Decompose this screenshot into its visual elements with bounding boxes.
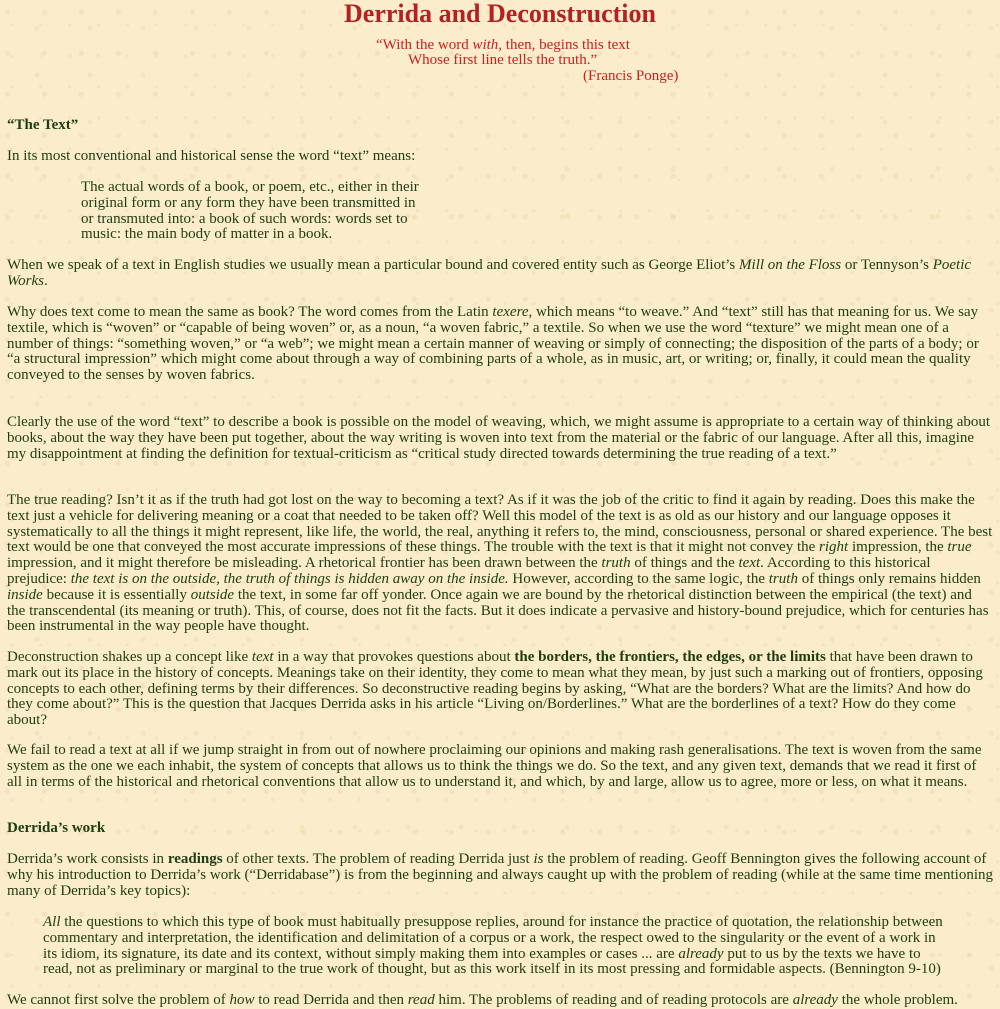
emphasis: inside (7, 586, 43, 603)
epigraph-line-2: Whose first line tells the truth.” (408, 52, 598, 68)
book-title: Mill on the Floss (739, 257, 842, 273)
section-heading-derridas-work: Derrida’s work (7, 820, 106, 836)
paragraph-derrida-work (7, 852, 993, 899)
paragraph-weaving: Clearly the use of the word “text” to describe a book is possible on the model of weaving, which, we might assume is appropriate to a certain way of thinking about books, about the way they have been put together, about the way writing is woven into text from the material or the fabric of our language. After all this, imagine my disappointment at finding the definition for textual-criticism as “critical study directed towards determining the true reading of a text.” (7, 414, 991, 462)
text-run: of things only remains hidden (797, 570, 981, 587)
page-title: Derrida and Deconstruction (344, 0, 656, 28)
text-run: the whole problem. (837, 992, 958, 1008)
text-run: impression, and it might therefore be misleading. A rhetorical frontier has been drawn between the (7, 555, 602, 572)
text-run: Why does text come to mean the same as book? The word comes from the Latin (7, 304, 493, 320)
definition-quote: The actual words of a book, or poem, etc., either in their original form or any form they have been transmitted in or transmuted into: a book of such words: words set to music: the main body of matter in a book. (81, 179, 419, 243)
text-run: . According to this historical prejudice: (7, 555, 931, 587)
bold-word: readings (167, 851, 223, 867)
emphasis: already (678, 945, 724, 962)
emphasis: truth (768, 570, 798, 587)
paragraph-fail-to-read: We fail to read a text at all if we jump straight in from out of nowhere proclaiming our opinions and making rash generalisations. The text is woven from the same system as the one we each inhabit, the system of concepts that allows us to think the things we do. So the text, and any given text, demands that we read it first of all in terms of the historical and rhetorical conventions that allow us to understand it, and which, by and large, allow us to agree, more or less, on what it means. (7, 742, 982, 790)
text-run: in a way that provokes questions about (273, 649, 515, 665)
emphasis: the text is on the outside, the truth of things is hidden away on the inside. (70, 570, 509, 587)
text-run: The true reading? Isn’t it as if the truth had got lost on the way to becoming a text? As if it was the job of the critic to find it again by reading. Does this make the text just a vehicle for delivering meaning or a coat that needed to be taken off? Well this model of the text is as old as our history and our language opposes it systematically to all the things it might represent, like life, the world, the real, anything it refers to, the mind, consciousness, personal or shared experience. The best text would be one that conveyed the most accurate impressions of these things. The trouble with the text is that it might not convey the (7, 492, 993, 556)
epigraph-text: “With the word (376, 37, 473, 53)
text-run: However, according to the same logic, the (508, 570, 769, 587)
emphasis: text (738, 555, 761, 572)
emphasis: is (533, 851, 544, 867)
text-run: of other texts. The problem of reading Derrida just (222, 851, 534, 867)
text-run: We cannot first solve the problem of (7, 992, 230, 1008)
epigraph-attribution: (Francis Ponge) (583, 68, 679, 84)
text-run: the questions to which this type of book must habitually presuppose replies, around for instance the practice of quotation, the relationship between commentary and interpretation, the identification and delimitation of a corpus or a work, the respect owed to the singularity or the event of a work in its idiom, its signature, its date and its context, without simply making them into examples or cases ... are (43, 914, 943, 962)
emphasis: read (407, 992, 435, 1008)
text-run: because it is essentially (42, 586, 191, 603)
text-run: that have been drawn to mark out its place in the history of concepts. Meanings take on their identity, they come to mean what they mean, by just such a marking out of frontiers, opposing concepts to each other, defining terms by their differences. So deconstructive reading begins by asking, “What are the borders? What are the limits? And how do they come about?” This is the question that Jacques Derrida asks in his article “Living on/Borderlines.” What are the borderlines of a text? How do they come about? (7, 649, 983, 729)
text-run: him. The problems of reading and of reading protocols are (434, 992, 793, 1008)
paragraph-partially-visible (7, 993, 993, 1009)
epigraph-text: then, begins this text (502, 37, 630, 53)
paragraph-english-studies (7, 258, 993, 290)
emphasis: how (229, 992, 255, 1008)
bold-phrase: the borders, the frontiers, the edges, or the limits (514, 649, 826, 665)
epigraph-emphasis: with, (472, 37, 503, 53)
paragraph-deconstruction (7, 650, 993, 729)
text-run: . (43, 272, 48, 289)
epigraph-line-1 (376, 37, 630, 53)
text-run: the problem of reading. Geoff Bennington gives the following account of why his introduction to Derrida’s work (“Derridabase”) is from the beginning and always caught up with the problem of reading (while at the same time mentioning many of Derrida’s key topics): (7, 851, 993, 899)
text-run: Deconstruction shakes up a concept like (7, 649, 252, 665)
text-run: impression, the (848, 539, 948, 556)
text-run: or Tennyson’s (841, 257, 933, 273)
text-run: the text, in some far off yonder. Once again we are bound by the rhetorical distinction between the empirical (the text) and the transcendental (its meaning or truth). This, of course, does not fit the facts. But it does indicate a pervasive and history-bound prejudice, which for centuries has been instrumental in the way people have thought. (7, 586, 989, 635)
emphasis: truth (601, 555, 631, 572)
bennington-quote (43, 915, 943, 978)
text-run: , which means “to weave.” And “text” still has that meaning for us. We say textile, which is “woven” or “capable of being woven” or, as a noun, “a woven fabric,” a textile. So when we use the word “texture” we might mean one of a number of things: “something woven,” or “a web”; we might mean a certain manner of weaving or simply of connecting; the disposition of the parts of a body; or “a structural impression” which might come about through a way of combining parts of a whole, as in music, art, or writing; or, finally, it could mean the quality conveyed to the senses by woven fabrics. (7, 304, 979, 384)
section-heading-the-text: “The Text” (7, 117, 79, 133)
paragraph-why-book (7, 305, 993, 384)
emphasis: text (251, 649, 274, 665)
paragraph-conventional-sense: In its most conventional and historical sense the word “text” means: (7, 148, 416, 164)
text-run: Derrida’s work consists in (7, 851, 168, 867)
latin-word: texere (492, 304, 529, 320)
emphasis: true (947, 539, 972, 556)
emphasis: already (792, 992, 838, 1008)
book-title: Poetic Works (7, 257, 972, 289)
emphasis: outside (190, 586, 235, 603)
emphasis: right (819, 539, 849, 556)
emphasis: All (43, 914, 61, 930)
text-run: put to us by the texts we have to read, not as preliminary or marginal to the true work of thought, but as this work itself in its most pressing and formidable aspects. (Bennington 9-10) (43, 945, 941, 978)
text-run: of things and the (630, 555, 739, 572)
text-run: When we speak of a text in English studies we usually mean a particular bound and covered entity such as George Eliot’s (7, 257, 740, 273)
paragraph-true-reading (7, 493, 993, 635)
text-run: to read Derrida and then (254, 992, 408, 1008)
